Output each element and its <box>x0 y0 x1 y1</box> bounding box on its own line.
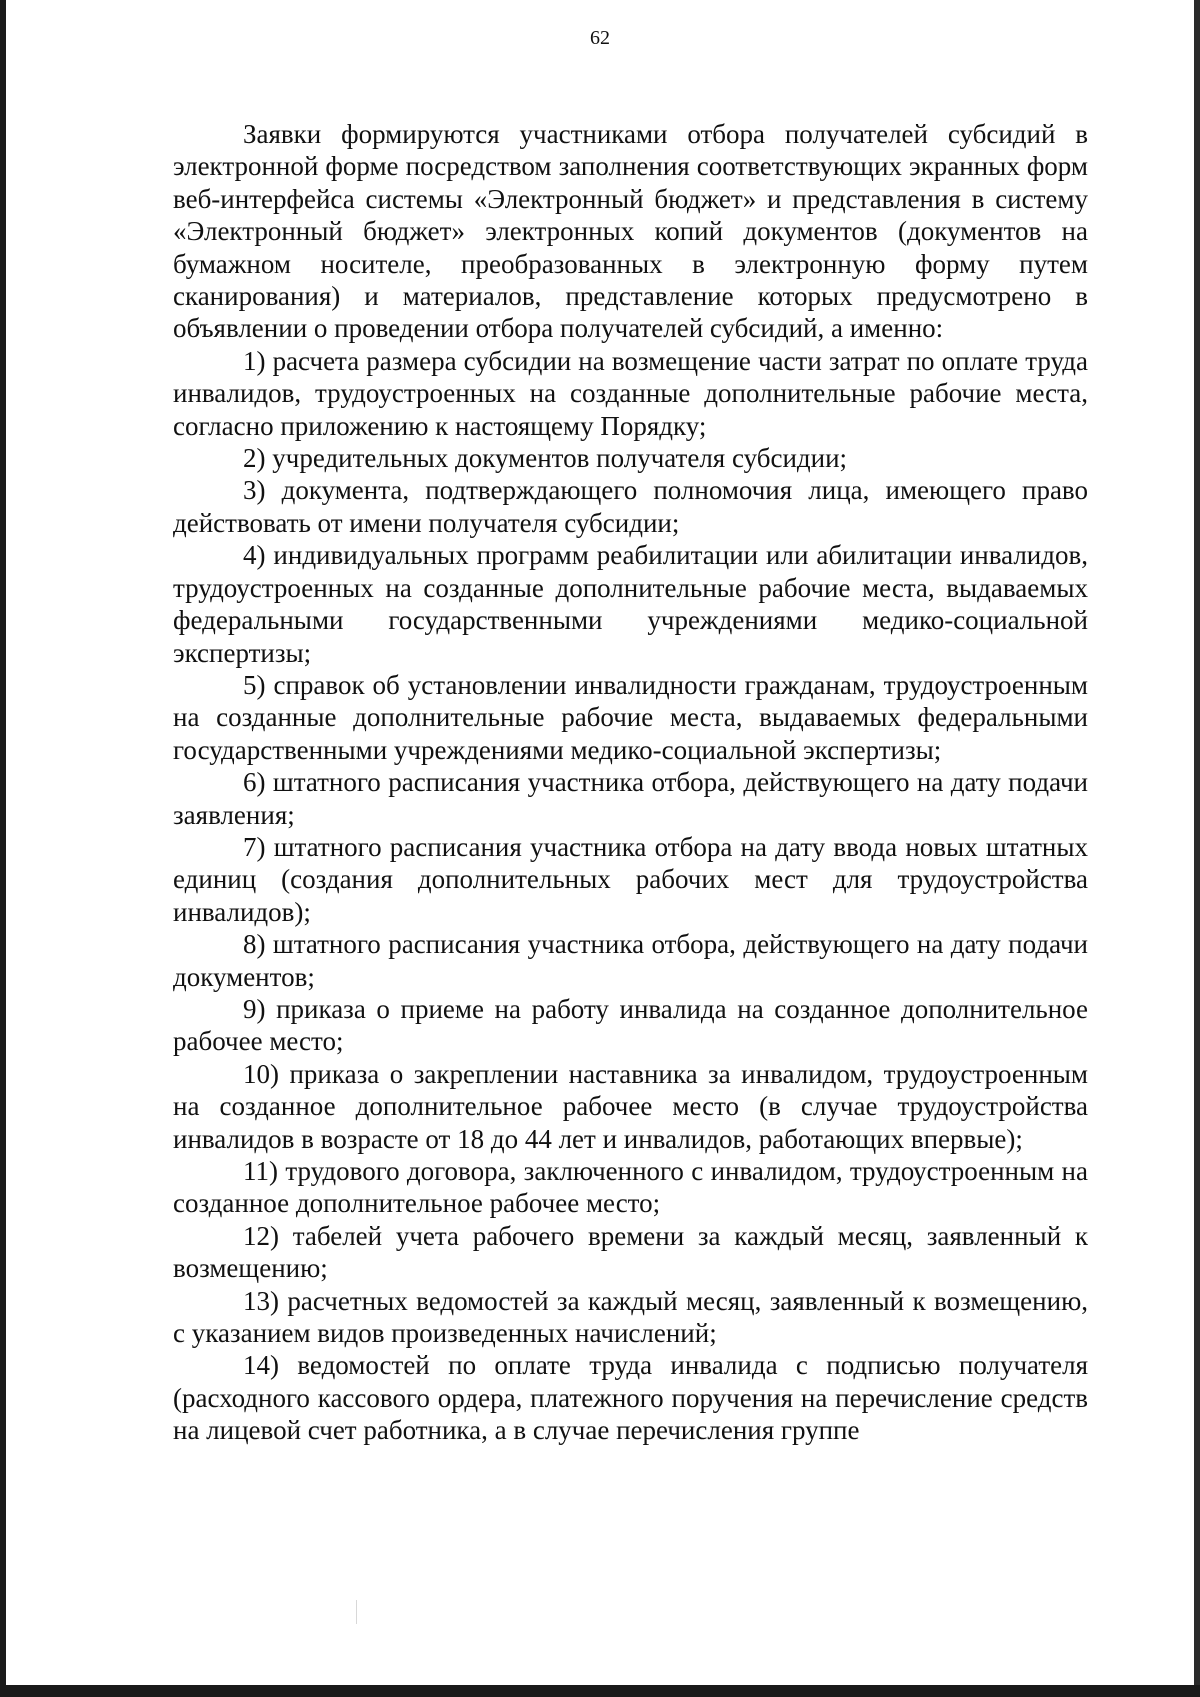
document-body <box>173 118 1088 1447</box>
list-item-3: 3) документа, подтверждающего полномочия лица, имеющего право действовать от имени получателя субсидии; <box>173 475 1088 538</box>
page-number: 62 <box>590 27 610 49</box>
list-item-12: 12) табелей учета рабочего времени за каждый месяц, заявленный к возмещению; <box>173 1220 1088 1284</box>
list-item-10: 10) приказа о закреплении наставника за инвалидом, трудоустроенным на созданное дополнительное рабочее место (в случае трудоустройства инвалидов в возрасте от 18 до 44 лет и инвалидов, работающих впервые); <box>173 1058 1088 1154</box>
list-item-1: 1) расчета размера субсидии на возмещение части затрат по оплате труда инвалидов, трудоустроенных на созданные дополнительные рабочие места, согласно приложению к настоящему Порядку; <box>173 345 1088 441</box>
list-item-4: 4) индивидуальных программ реабилитации или абилитации инвалидов, трудоустроенных на созданные дополнительные рабочие места, выдаваемых федеральными государственными учреждениями медико-социальной экспертизы; <box>173 540 1088 668</box>
list-item-11: 11) трудового договора, заключенного с инвалидом, трудоустроенным на созданное дополнительное рабочее место; <box>173 1156 1088 1219</box>
list-item-13: 13) расчетных ведомостей за каждый месяц, заявленный к возмещению, с указанием видов произведенных начислений; <box>173 1285 1088 1349</box>
list-item-8: 8) штатного расписания участника отбора, действующего на дату подачи документов; <box>173 929 1088 992</box>
list-item-6: 6) штатного расписания участника отбора, действующего на дату подачи заявления; <box>173 767 1088 830</box>
scan-border-bottom <box>0 1685 1200 1697</box>
scan-artifact <box>356 1600 357 1624</box>
list-item-7: 7) штатного расписания участника отбора на дату ввода новых штатных единиц (создания дополнительных рабочих мест для трудоустройства инвалидов); <box>173 831 1088 927</box>
scan-border-left <box>0 0 6 1697</box>
list-item-2: 2) учредительных документов получателя субсидии; <box>243 443 848 474</box>
list-item-9: 9) приказа о приеме на работу инвалида на созданное дополнительное рабочее место; <box>173 993 1088 1057</box>
scan-border-right <box>1194 0 1200 1697</box>
list-item-5: 5) справок об установлении инвалидности гражданам, трудоустроенным на созданные дополнительные рабочие места, выдаваемых федеральными государственными учреждениями медико-социальной экспертизы; <box>173 669 1088 765</box>
paragraph-intro: Заявки формируются участниками отбора получателей субсидий в электронной форме посредством заполнения соответствующих экранных форм веб-интерфейса системы «Электронный бюджет» и представления в систему «Электронный бюджет» электронных копий документов (документов на бумажном носителе, преобразованных в электронную форму путем сканирования) и материалов, представление которых предусмотрено в объявлении о проведении отбора получателей субсидий, а именно: <box>173 119 1088 344</box>
list-item-14: 14) ведомостей по оплате труда инвалида с подписью получателя (расходного кассового ордера, платежного поручения на перечисление средств на лицевой счет работника, а в случае перечисления группе <box>173 1350 1088 1446</box>
